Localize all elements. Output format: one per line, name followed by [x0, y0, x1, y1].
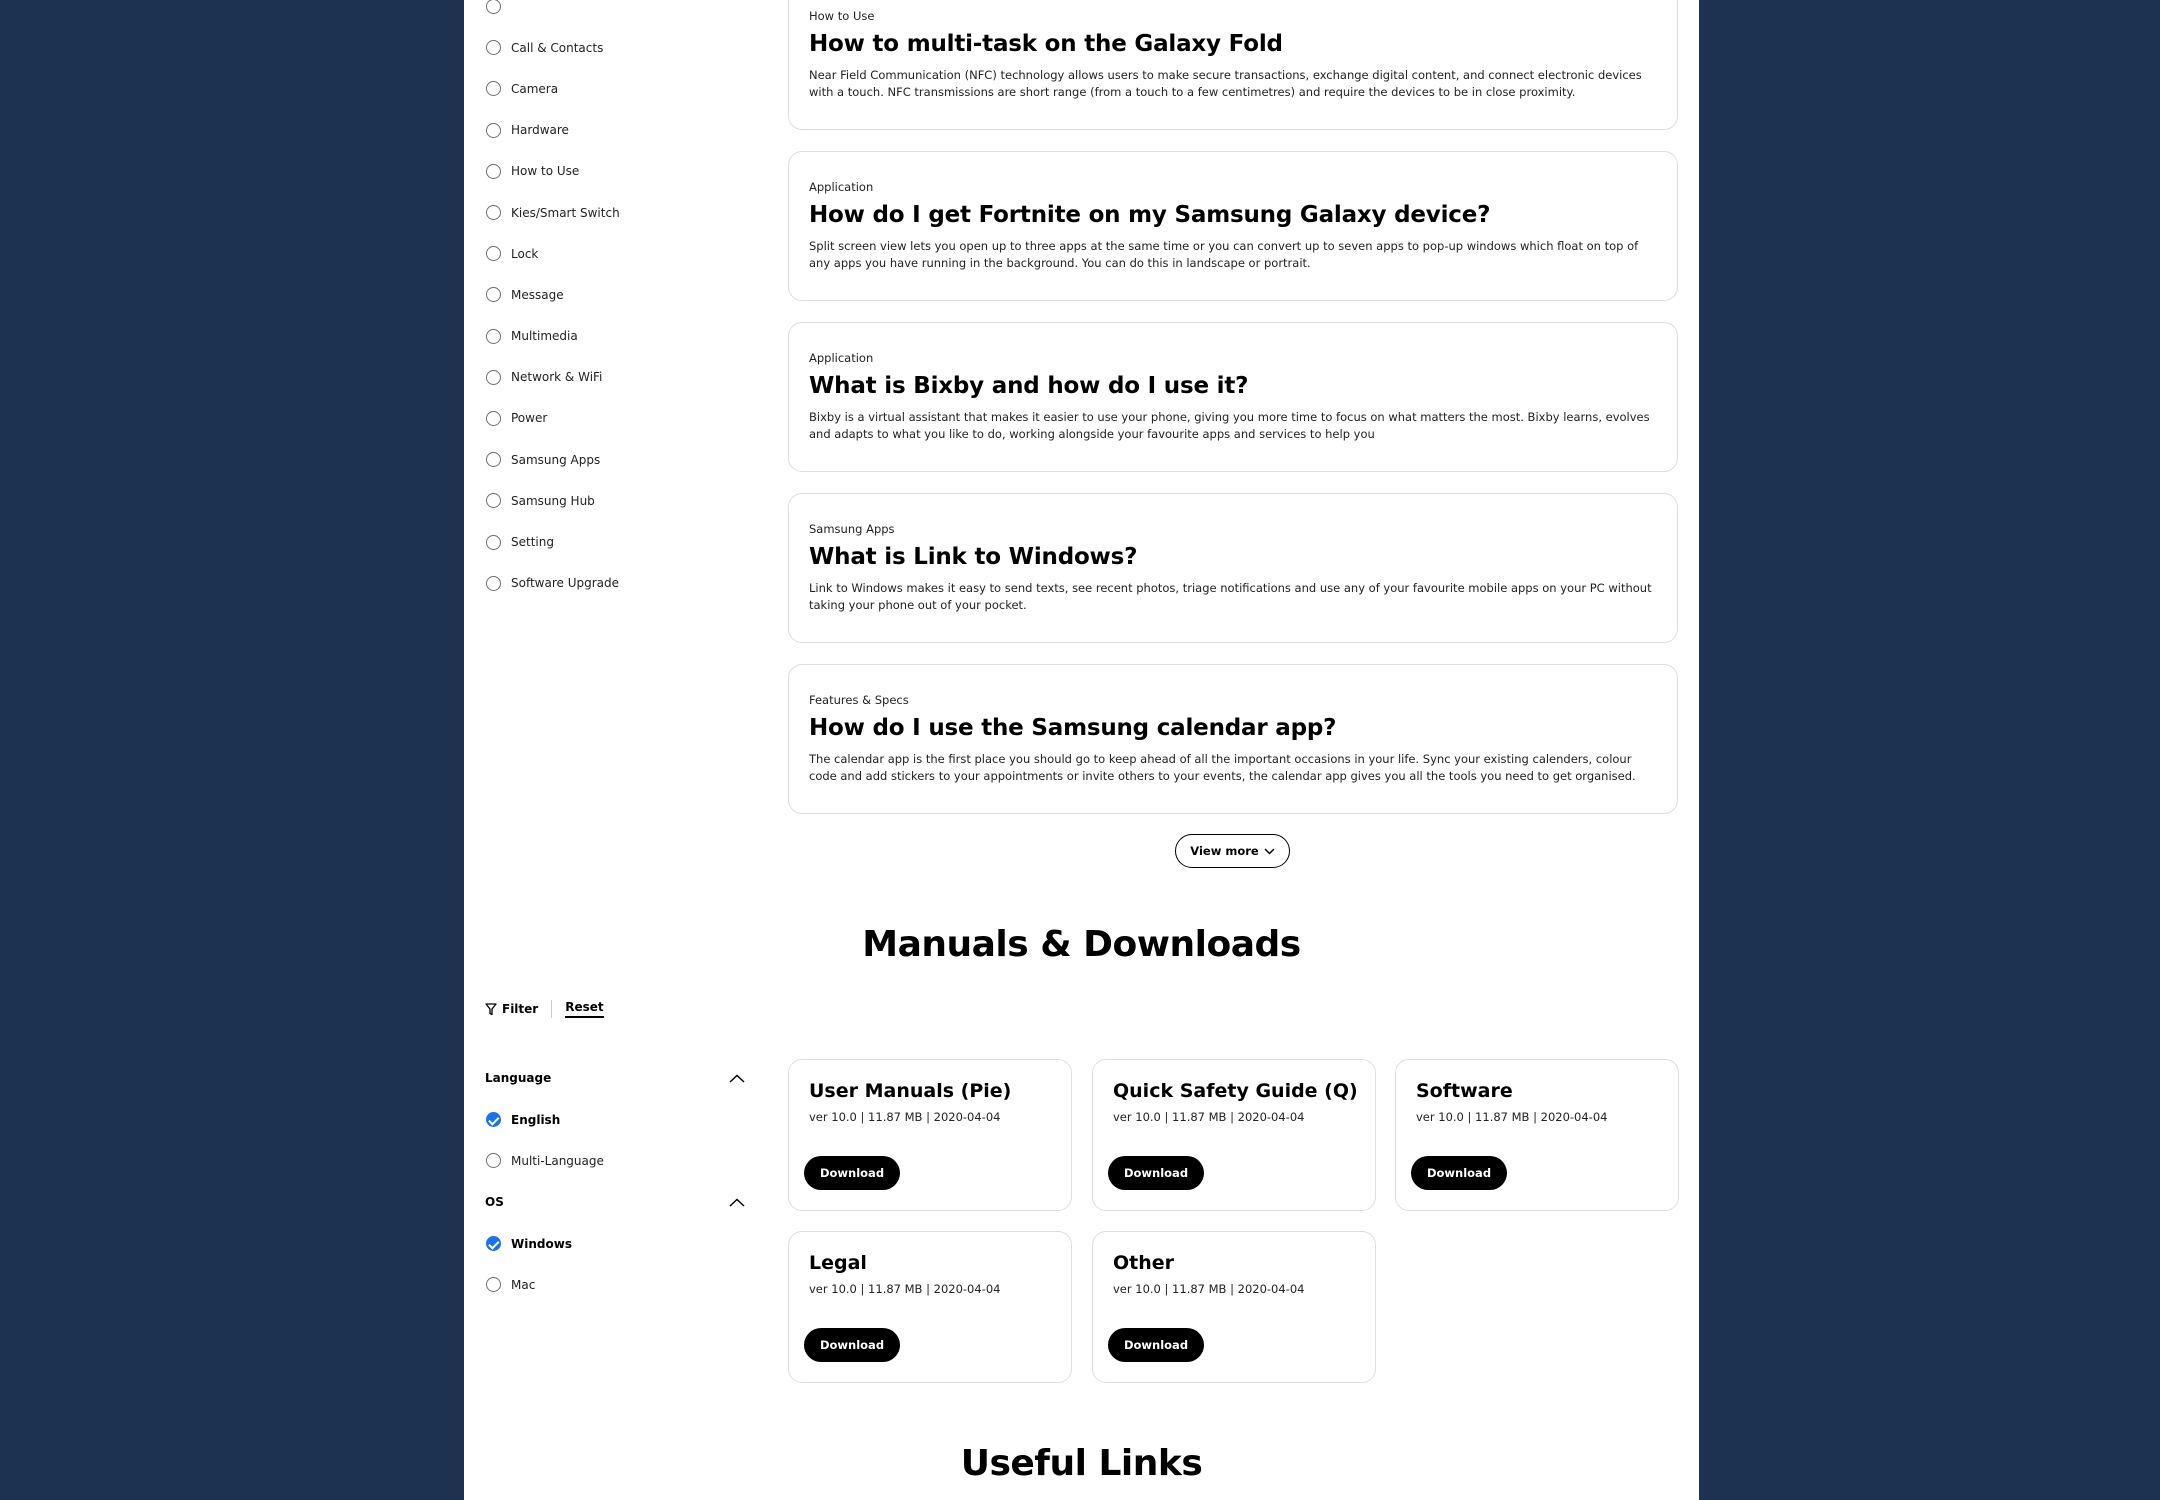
- category-label: Samsung Apps: [511, 452, 601, 467]
- view-more-button[interactable]: [1175, 834, 1290, 868]
- faq-title[interactable]: What is Bixby and how do I use it?: [809, 373, 1249, 399]
- category-option[interactable]: [486, 0, 620, 27]
- category-option-network-wifi[interactable]: [486, 357, 620, 398]
- faq-category: Application: [809, 351, 874, 365]
- option-label: Mac: [511, 1277, 536, 1292]
- language-option-multi-language[interactable]: [486, 1140, 604, 1181]
- download-title: Quick Safety Guide (Q): [1113, 1080, 1358, 1102]
- language-option-english[interactable]: [486, 1099, 604, 1140]
- faq-description: Link to Windows makes it easy to send texts, see recent photos, triage notifications and use any of your favourite mobile apps on your PC without taking your phone out of your pocket.: [809, 581, 1652, 612]
- filter-bar: [485, 1000, 604, 1018]
- option-label: Multi-Language: [511, 1153, 604, 1168]
- os-facet-title: OS: [485, 1195, 504, 1209]
- category-option-message[interactable]: [486, 274, 620, 315]
- language-options: [486, 1099, 604, 1181]
- download-meta: ver 10.0 | 11.87 MB | 2020-04-04: [809, 1110, 1001, 1124]
- download-card: [1395, 1059, 1679, 1211]
- chevron-up-icon: [729, 1198, 745, 1207]
- reset-button[interactable]: Reset: [565, 1000, 603, 1018]
- download-title: Legal: [809, 1252, 867, 1274]
- radio-icon[interactable]: [486, 287, 501, 302]
- download-button[interactable]: Download: [1411, 1156, 1507, 1190]
- download-button[interactable]: Download: [1108, 1328, 1204, 1362]
- category-label: Multimedia: [511, 329, 578, 344]
- radio-icon[interactable]: [486, 452, 501, 467]
- radio-icon[interactable]: [486, 81, 501, 96]
- os-option-mac[interactable]: [486, 1264, 572, 1305]
- radio-icon[interactable]: [486, 1153, 501, 1168]
- faq-list: [788, 0, 1678, 835]
- faq-card[interactable]: [788, 322, 1678, 472]
- category-label: Camera: [511, 81, 559, 96]
- download-meta: ver 10.0 | 11.87 MB | 2020-04-04: [809, 1282, 1001, 1296]
- radio-icon[interactable]: [486, 246, 501, 261]
- support-page: [464, 0, 1699, 1500]
- radio-icon[interactable]: [486, 535, 501, 550]
- faq-description: Split screen view lets you open up to three apps at the same time or you can convert up to seven apps to pop-up windows which float on top of any apps you have running in the background. You can do this in landscape or portrait.: [809, 239, 1639, 270]
- download-button[interactable]: Download: [1108, 1156, 1204, 1190]
- faq-description: Bixby is a virtual assistant that makes it easier to use your phone, giving you more time to focus on what matters the most. Bixby learns, evolves and adapts to what you like to do, working alongside your favourite apps and services to help you: [809, 410, 1650, 441]
- radio-icon[interactable]: [486, 1277, 501, 1292]
- category-option-samsung-apps[interactable]: [486, 439, 620, 480]
- download-button[interactable]: Download: [804, 1156, 900, 1190]
- faq-card[interactable]: [788, 0, 1678, 130]
- download-title: Other: [1113, 1252, 1175, 1274]
- faq-title[interactable]: How to multi-task on the Galaxy Fold: [809, 31, 1283, 57]
- category-filter-list: [486, 0, 620, 604]
- download-meta: ver 10.0 | 11.87 MB | 2020-04-04: [1113, 1282, 1305, 1296]
- category-label: Samsung Hub: [511, 493, 595, 508]
- category-label: Call & Contacts: [511, 40, 604, 55]
- faq-description: Near Field Communication (NFC) technology allows users to make secure transactions, exchange digital content, and connect electronic devices with a touch. NFC transmissions are short range (from a touch to a few centimetres) and require the devices to be in close proximity.: [809, 68, 1642, 99]
- os-facet-header[interactable]: [485, 1195, 745, 1209]
- radio-icon[interactable]: [486, 493, 501, 508]
- faq-category: How to Use: [809, 9, 875, 23]
- category-label: Lock: [511, 246, 539, 261]
- download-card: [1092, 1231, 1376, 1383]
- download-meta: ver 10.0 | 11.87 MB | 2020-04-04: [1113, 1110, 1305, 1124]
- faq-title[interactable]: How do I get Fortnite on my Samsung Galaxy device?: [809, 202, 1491, 228]
- category-option-call-contacts[interactable]: [486, 27, 620, 68]
- category-option-software-upgrade[interactable]: [486, 563, 620, 604]
- faq-title[interactable]: What is Link to Windows?: [809, 544, 1138, 570]
- option-label: English: [511, 1112, 561, 1127]
- language-facet-header[interactable]: [485, 1071, 745, 1085]
- chevron-up-icon: [729, 1074, 745, 1083]
- radio-icon[interactable]: [486, 370, 501, 385]
- faq-card[interactable]: [788, 664, 1678, 814]
- faq-category: Features & Specs: [809, 693, 909, 707]
- category-label: Software Upgrade: [511, 576, 620, 591]
- download-button[interactable]: Download: [804, 1328, 900, 1362]
- download-title: User Manuals (Pie): [809, 1080, 1012, 1102]
- chevron-down-icon: [1264, 848, 1275, 855]
- radio-icon[interactable]: [486, 0, 501, 14]
- os-option-windows[interactable]: [486, 1223, 572, 1264]
- faq-card[interactable]: [788, 151, 1678, 301]
- category-option-setting[interactable]: [486, 521, 620, 562]
- view-more-label: View more: [1190, 844, 1259, 858]
- radio-icon[interactable]: [486, 205, 501, 220]
- checked-radio-icon[interactable]: [486, 1236, 501, 1251]
- faq-title[interactable]: How do I use the Samsung calendar app?: [809, 715, 1337, 741]
- faq-description: The calendar app is the first place you should go to keep ahead of all the important occasions in your life. Sync your existing calenders, colour code and add stickers to your appointments or invite others to your events, the calendar app gives you all the tools you need to get organised.: [809, 752, 1636, 783]
- category-label: Network & WiFi: [511, 370, 603, 385]
- radio-icon[interactable]: [486, 576, 501, 591]
- category-label: How to Use: [511, 164, 580, 179]
- language-facet-title: Language: [485, 1071, 552, 1085]
- useful-links-title: Useful Links: [960, 1443, 1203, 1484]
- filter-icon: [485, 1003, 497, 1016]
- category-option-power[interactable]: [486, 398, 620, 439]
- category-label: Power: [511, 411, 548, 426]
- download-card: [788, 1059, 1072, 1211]
- download-title: Software: [1416, 1080, 1513, 1102]
- faq-card[interactable]: [788, 493, 1678, 643]
- category-option-samsung-hub[interactable]: [486, 480, 620, 521]
- faq-category: Application: [809, 180, 874, 194]
- divider: [551, 1000, 552, 1018]
- category-label: Kies/Smart Switch: [511, 205, 620, 220]
- filter-button[interactable]: [485, 1002, 538, 1016]
- download-card: [1092, 1059, 1376, 1211]
- download-meta: ver 10.0 | 11.87 MB | 2020-04-04: [1416, 1110, 1608, 1124]
- radio-icon[interactable]: [486, 329, 501, 344]
- category-option-multimedia[interactable]: [486, 316, 620, 357]
- category-label: Setting: [511, 535, 554, 550]
- radio-icon[interactable]: [486, 40, 501, 55]
- category-option-kies-smart-switch[interactable]: [486, 192, 620, 233]
- os-options: [486, 1223, 572, 1305]
- manuals-section-title: Manuals & Downloads: [862, 924, 1301, 965]
- checked-radio-icon[interactable]: [486, 1112, 501, 1127]
- option-label: Windows: [511, 1236, 572, 1251]
- radio-icon[interactable]: [486, 411, 501, 426]
- category-option-lock[interactable]: [486, 233, 620, 274]
- filter-label: Filter: [502, 1002, 539, 1016]
- category-option-how-to-use[interactable]: [486, 151, 620, 192]
- category-option-hardware[interactable]: [486, 110, 620, 151]
- radio-icon[interactable]: [486, 123, 501, 138]
- download-card: [788, 1231, 1072, 1383]
- category-label: Hardware: [511, 123, 569, 138]
- radio-icon[interactable]: [486, 164, 501, 179]
- category-label: Message: [511, 287, 564, 302]
- faq-category: Samsung Apps: [809, 522, 895, 536]
- category-option-camera[interactable]: [486, 68, 620, 109]
